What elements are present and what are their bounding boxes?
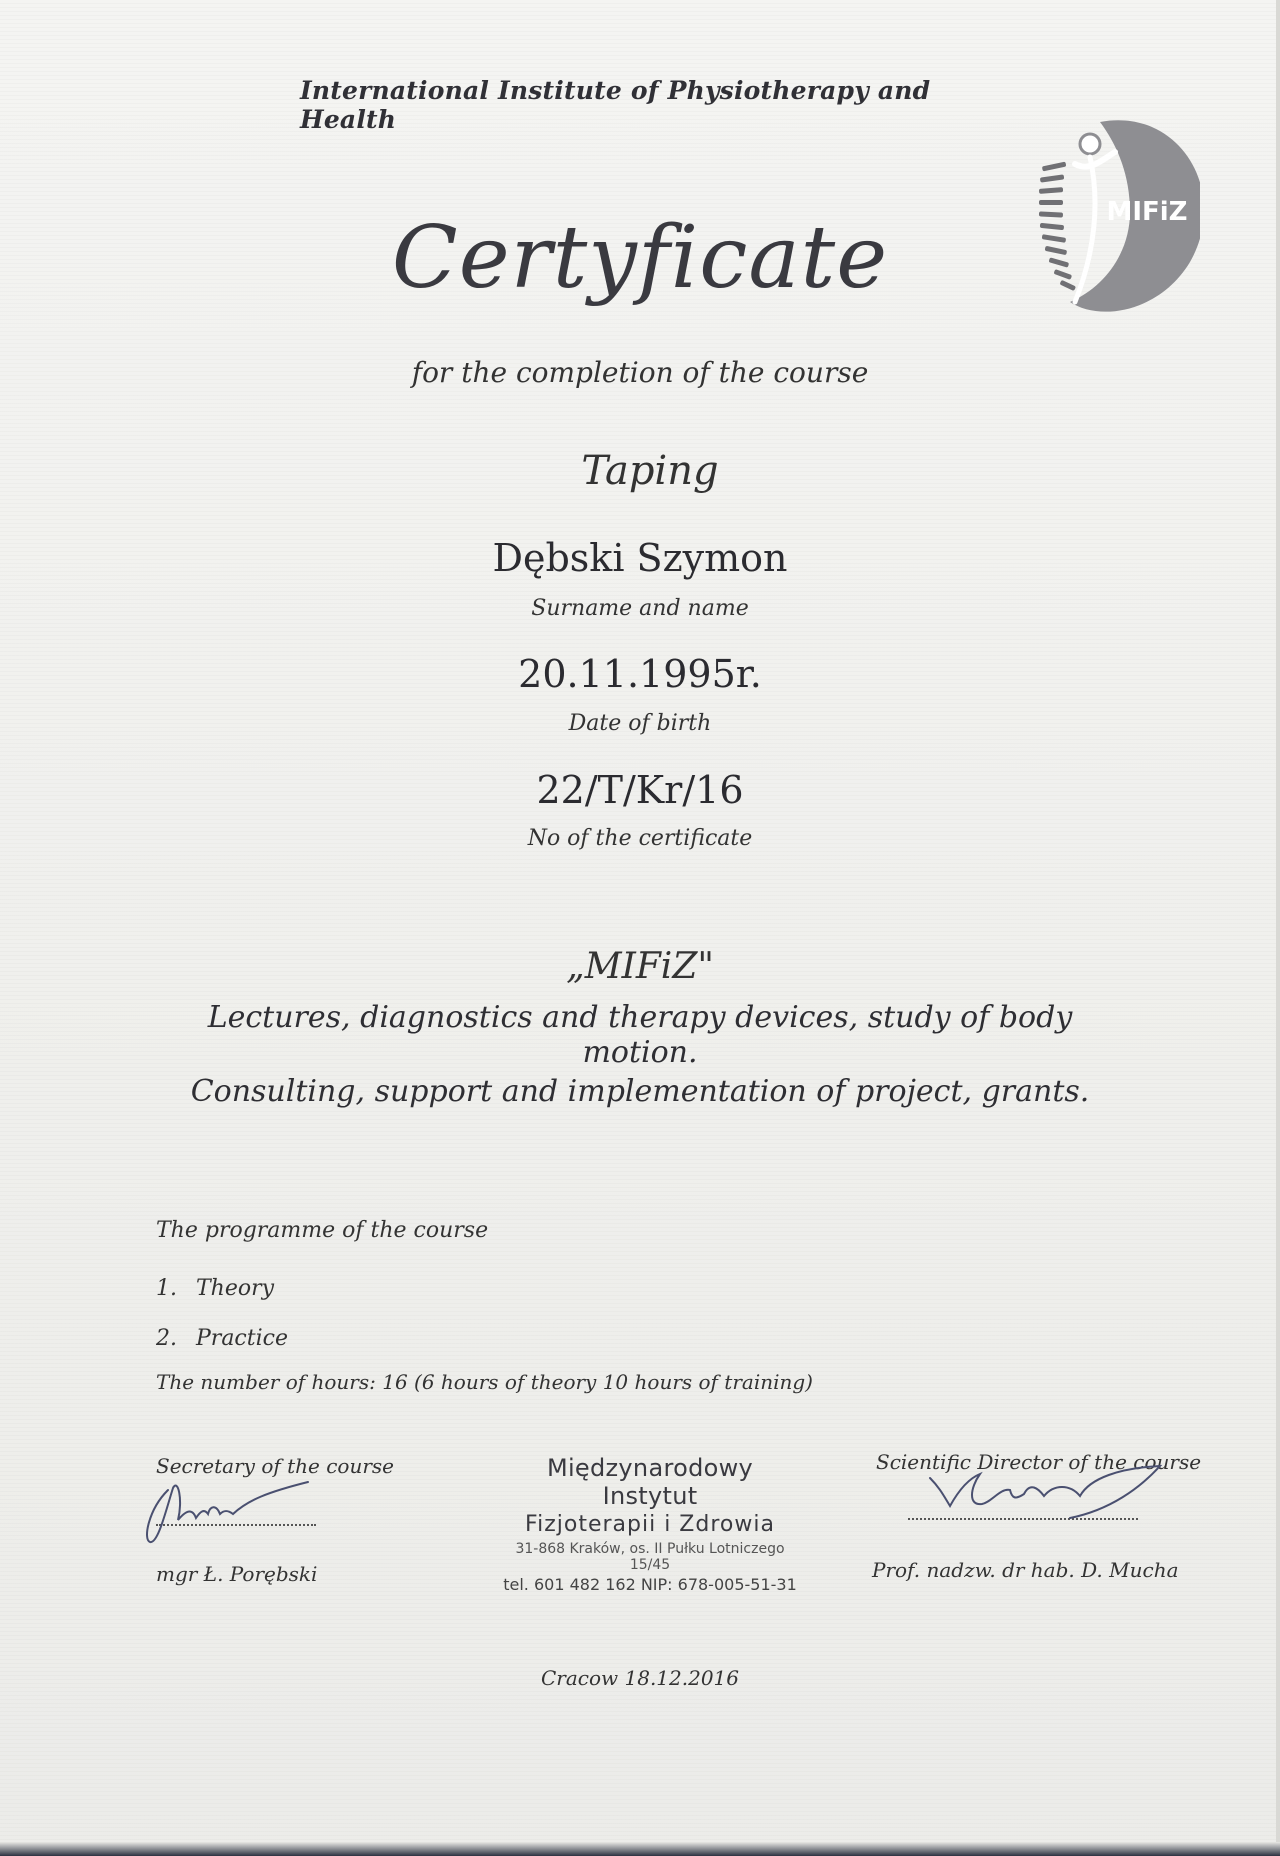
certificate-title: Certyficate <box>391 208 889 308</box>
programme-item-number: 1. <box>156 1276 177 1301</box>
certificate-number: 22/T/Kr/16 <box>536 768 744 812</box>
mifiz-logo <box>1030 112 1200 322</box>
institute-stamp <box>500 1454 800 1594</box>
holder-name-label: Surname and name <box>531 596 749 621</box>
programme-item-label: Practice <box>196 1326 288 1351</box>
secretary-signature <box>138 1470 338 1550</box>
course-name: Taping <box>581 448 719 494</box>
programme-hours: The number of hours: 16 (6 hours of theory 10 hours of training) <box>156 1370 813 1394</box>
certificate-subtitle: for the completion of the course <box>411 356 869 389</box>
brand-description-1: Lectures, diagnostics and therapy devices, study of body motion. <box>207 1000 1073 1070</box>
logo-text: MIFiZ <box>1106 197 1188 227</box>
place-and-date: Cracow 18.12.2016 <box>540 1666 740 1690</box>
paper-edge-right <box>1276 0 1280 1856</box>
birth-date: 20.11.1995r. <box>518 652 762 696</box>
brand-name: „MIFiZ" <box>566 946 714 987</box>
certificate-number-label: No of the certificate <box>527 826 753 851</box>
stamp-address: 31-868 Kraków, os. II Pułku Lotniczego 15/45 <box>515 1541 785 1573</box>
programme-title: The programme of the course <box>156 1218 489 1243</box>
director-signature <box>920 1448 1170 1528</box>
director-label: Scientific Director of the course <box>876 1450 1202 1474</box>
brand-description-2: Consulting, support and implementation of project, grants. <box>190 1074 1090 1109</box>
birth-date-label: Date of birth <box>568 711 712 736</box>
institute-name: International Institute of Physiotherapy and Health <box>300 76 931 134</box>
secretary-label: Secretary of the course <box>156 1454 395 1478</box>
programme-item <box>156 1326 288 1351</box>
holder-name: Dębski Szymon <box>492 536 788 580</box>
secretary-name: mgr Ł. Porębski <box>156 1562 318 1586</box>
paper-edge-bottom <box>0 1842 1280 1856</box>
programme-item <box>156 1276 274 1301</box>
programme-item-label: Theory <box>196 1276 275 1301</box>
stamp-line-1: Międzynarodowy Instytut <box>546 1454 754 1510</box>
stamp-contact: tel. 601 482 162 NIP: 678-005-51-31 <box>503 1575 797 1594</box>
director-name: Prof. nadzw. dr hab. D. Mucha <box>872 1558 1179 1582</box>
stamp-line-2: Fizjoterapii i Zdrowia <box>525 1512 775 1537</box>
programme-item-number: 2. <box>156 1326 177 1351</box>
